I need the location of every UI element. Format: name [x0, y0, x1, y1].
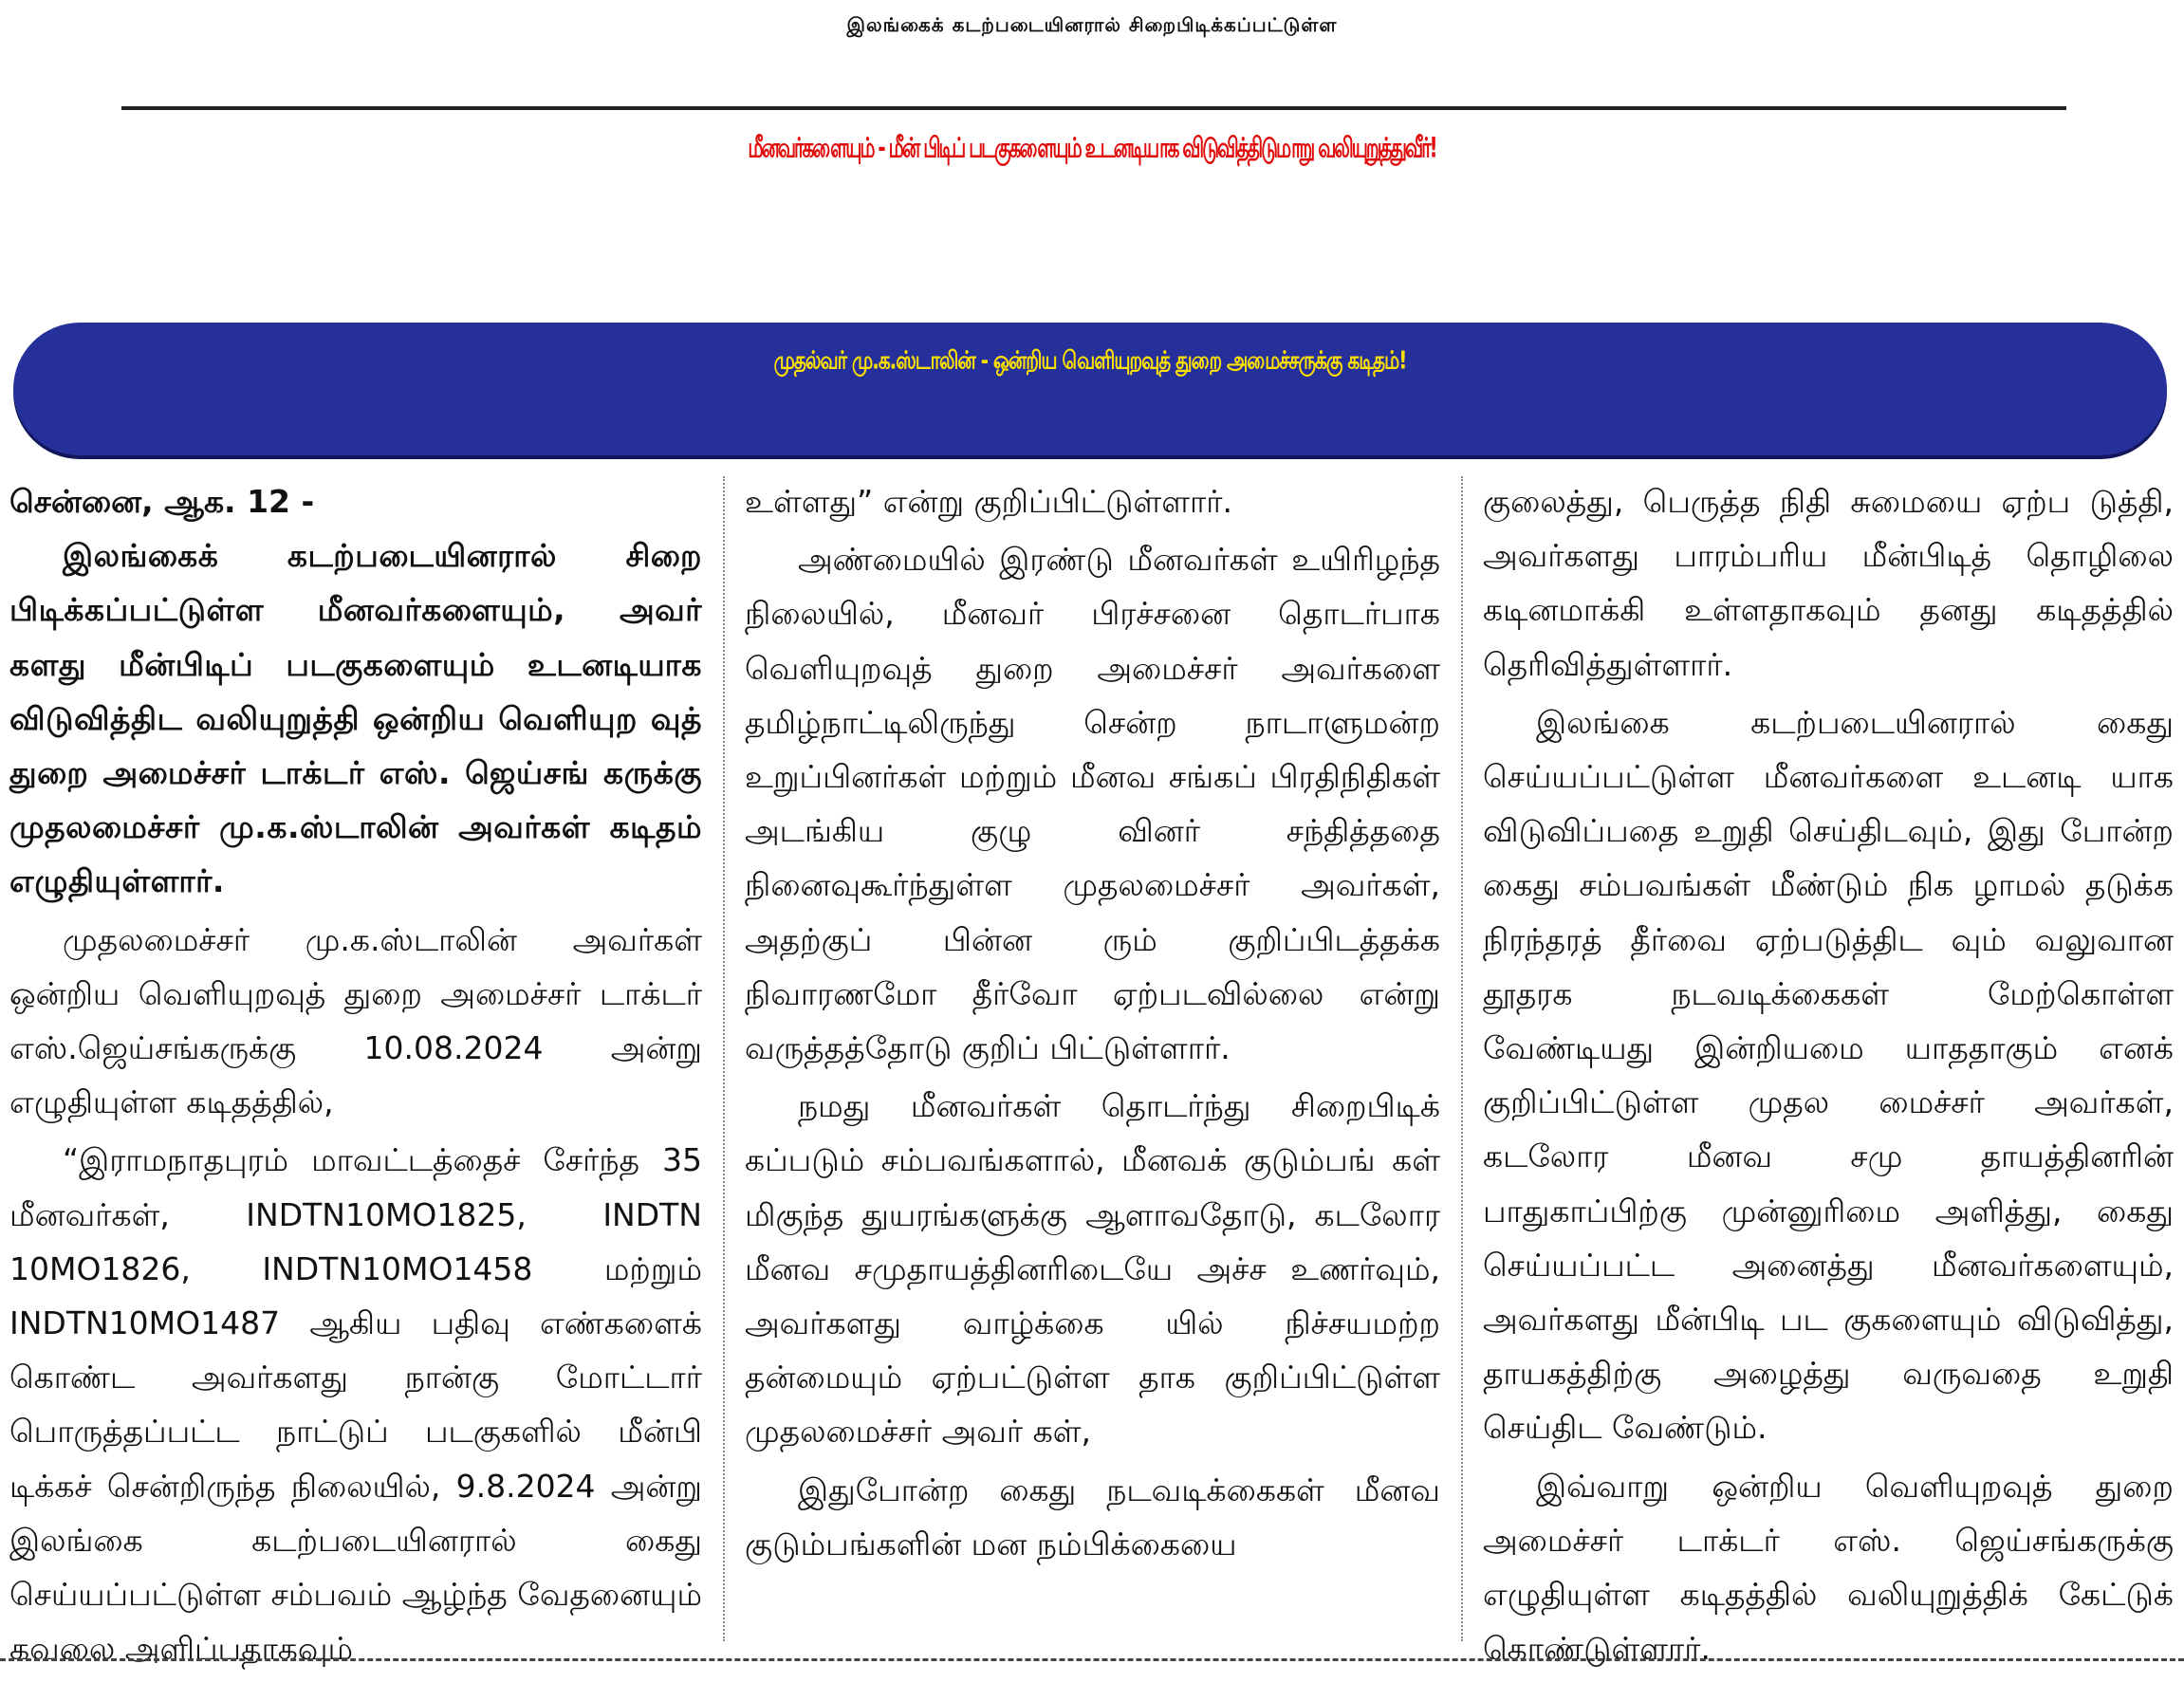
article-paragraph-continued: உள்ளது” என்று குறிப்பிட்டுள்ளார். [745, 483, 1232, 520]
kicker-divider [121, 106, 2066, 110]
article-paragraph: “இராமநாதபுரம் மாவட்டத்தைச் சேர்ந்த 35 மீனவர்கள், INDTN10MO1825, INDTN 10MO1826, INDTN10MO1458 மற்றும் INDTN10MO1487 ஆகிய பதிவு எண்களைக் கொண்ட அவர்களது நான்கு மோட்டார் பொருத்தப்பட்ட நாட்டுப் படகுகளில் மீன்பி டிக்கச் சென்றிருந்த நிலையில், 9.8.2024 அன்று இலங்கை கடற்படையினரால் கைது செய்யப்பட்டுள்ள சம்பவம் ஆழ்ந்த வேதனையும் கவலை அளிப்பதாகவும் [9, 1141, 702, 1668]
article-column-3 [1483, 474, 2174, 1668]
column-divider [723, 476, 725, 1641]
main-headline: மீனவர்களையும் - மீன் பிடிப் படகுகளையும் உடனடியாக விடுவித்திடுமாறு வலியுறுத்துவீர்! [748, 131, 1436, 164]
article-column-2 [745, 474, 1440, 1641]
article-paragraph: முதலமைச்சர் மு.க.ஸ்டாலின் அவர்கள் ஒன்றிய வெளியுறவுத் துறை அமைச்சர் டாக்டர் எஸ்.ஜெய்சங்கருக்கு 10.08.2024 அன்று எழுதியுள்ள கடிதத்தில், [9, 920, 702, 1121]
article-paragraph: இலங்கை கடற்படையினரால் கைது செய்யப்பட்டுள்ள மீனவர்களை உடனடி யாக விடுவிப்பதை உறுதி செய்திடவும், இது போன்ற கைது சம்பவங்கள் மீண்டும் நிக ழாமல் தடுக்க நிரந்தரத் தீர்வை ஏற்படுத்திட வும் வலுவான தூதரக நடவடிக்கைகள் மேற்கொள்ள வேண்டியது இன்றியமை யாததாகும் எனக் குறிப்பிட்டுள்ள முதல மைச்சர் அவர்கள், கடலோர மீனவ சமு தாயத்தினரின் பாதுகாப்பிற்கு முன்னுரிமை அளித்து, கைது செய்யப்பட்ட அனைத்து மீனவர்களையும், அவர்களது மீன்பிடி பட குகளையும் விடுவித்து, தாயகத்திற்கு அழைத்து வருவதை உறுதி செய்திட வேண்டும். [1483, 703, 2174, 1447]
subheadline-text: முதல்வர் மு.க.ஸ்டாலின் - ஒன்றிய வெளியுறவுத் துறை அமைச்சருக்கு கடிதம்! [773, 345, 1407, 376]
article-paragraph-continued: குலைத்து, பெருத்த நிதி சுமையை ஏற்ப டுத்தி, அவர்களது பாரம்பரிய மீன்பிடித் தொழிலை கடினமாக்கி உள்ளதாகவும் தனது கடிதத்தில் தெரிவித்துள்ளார். [1483, 483, 2174, 683]
subheadline-banner [13, 323, 2167, 455]
article-paragraph: இதுபோன்ற கைது நடவடிக்கைகள் மீனவ குடும்பங்களின் மன நம்பிக்கையை [745, 1470, 1440, 1563]
bottom-divider [0, 1658, 2184, 1661]
dateline: சென்னை, ஆக. 12 - [9, 483, 315, 520]
article-paragraph: அண்மையில் இரண்டு மீனவர்கள் உயிரிழந்த நிலையில், மீனவர் பிரச்சனை தொடர்பாக வெளியுறவுத் துறை அமைச்சர் அவர்களை தமிழ்நாட்டிலிருந்து சென்ற நாடாளுமன்ற உறுப்பினர்கள் மற்றும் மீனவ சங்கப் பிரதிநிதிகள் அடங்கிய குழு வினர் சந்தித்ததை நினைவுகூர்ந்துள்ள முதலமைச்சர் அவர்கள், அதற்குப் பின்ன ரும் குறிப்பிடத்தக்க நிவாரணமோ தீர்வோ ஏற்படவில்லை என்று வருத்தத்தோடு குறிப் பிட்டுள்ளார். [745, 541, 1440, 1067]
article-paragraph: நமது மீனவர்கள் தொடர்ந்து சிறைபிடிக் கப்படும் சம்பவங்களால், மீனவக் குடும்பங் கள் மிகுந்த துயரங்களுக்கு ஆளாவதோடு, கடலோர மீனவ சமுதாயத்தினரிடையே அச்ச உணர்வும், அவர்களது வாழ்க்கை யில் நிச்சயமற்ற தன்மையும் ஏற்பட்டுள்ள தாக குறிப்பிட்டுள்ள முதலமைச்சர் அவர் கள், [745, 1087, 1440, 1451]
article-paragraph: இவ்வாறு ஒன்றிய வெளியுறவுத் துறை அமைச்சர் டாக்டர் எஸ். ஜெய்சங்கருக்கு எழுதியுள்ள கடிதத்தில் வலியுறுத்திக் கேட்டுக் கொண்டுள்ளார். [1483, 1467, 2174, 1668]
column-divider [1461, 476, 1463, 1641]
kicker-headline: இலங்கைக் கடற்படையினரால் சிறைபிடிக்கப்பட்டுள்ள [846, 13, 1338, 36]
article-lead: இலங்கைக் கடற்படையினரால் சிறை பிடிக்கப்பட்டுள்ள மீனவர்களையும், அவர் களது மீன்பிடிப் படகுகளையும் உடனடியாக விடுவித்திட வலியுறுத்தி ஒன்றிய வெளியுற வுத் துறை அமைச்சர் டாக்டர் எஸ். ஜெய்சங் கருக்கு முதலமைச்சர் மு.க.ஸ்டாலின் அவர்கள் கடிதம் எழுதியுள்ளார். [9, 537, 702, 900]
article-column-1 [9, 474, 702, 1668]
